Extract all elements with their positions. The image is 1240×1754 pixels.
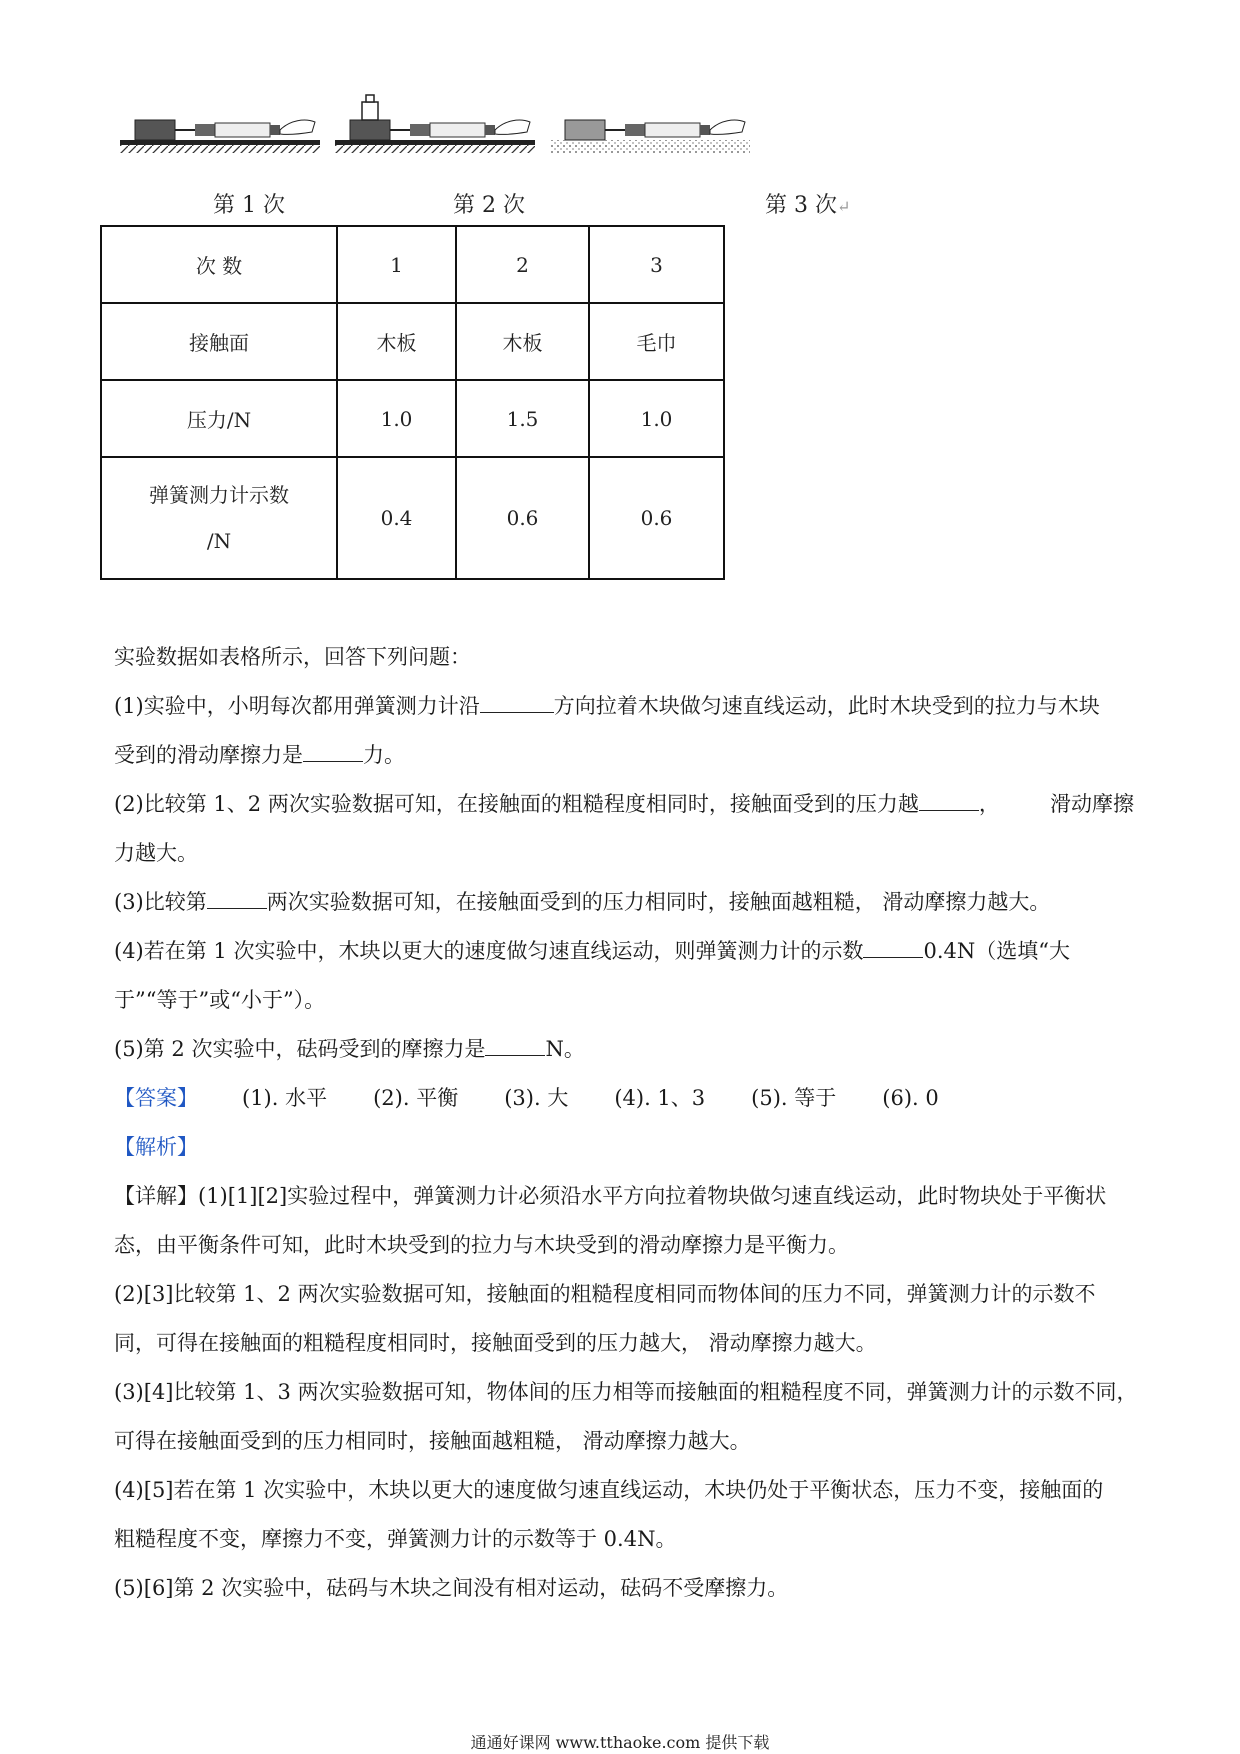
detail-tag: 【详解】 (114, 1184, 198, 1208)
table-cell: 木板 (456, 303, 589, 380)
table-header-cell: 压力/N (101, 380, 337, 457)
answer-blank (485, 1037, 545, 1056)
analysis-line: 同，可得在接触面的粗糙程度相同时，接触面受到的压力越大， 滑动摩擦力越大。 (114, 1331, 877, 1355)
answer-item: (3). 大 (504, 1086, 569, 1110)
analysis-line: 【详解】(1)[1][2]实验过程中，弹簧测力计必须沿水平方向拉着物块做匀速直线运动，此时物块处于平衡状 (114, 1184, 1107, 1208)
question-2-line-1: (2)比较第 1、2 两次实验数据可知，在接触面的粗糙程度相同时，接触面受到的压力越 ， 滑动摩擦 (114, 792, 1134, 816)
answer-item: (5). 等于 (751, 1086, 837, 1110)
data-table (100, 225, 725, 580)
answer-blank (863, 939, 923, 958)
analysis-line: (5)[6]第 2 次实验中，砝码与木块之间没有相对运动，砝码不受摩擦力。 (114, 1576, 789, 1600)
table-cell: 0.4 (337, 457, 456, 579)
answer-item: (6). 0 (882, 1086, 939, 1110)
caption-trial-3: 第 3 次↵ (765, 193, 851, 218)
question-4-line-2: 于”“等于”或“小于”）。 (114, 988, 326, 1012)
caption-trial-2: 第 2 次 (453, 193, 525, 218)
setup-3 (550, 120, 750, 154)
analysis-line: 态，由平衡条件可知，此时木块受到的拉力与木块受到的滑动摩擦力是平衡力。 (114, 1233, 849, 1257)
answer-blank (207, 890, 267, 909)
table-header-cell: 接触面 (101, 303, 337, 380)
table-cell: 1.0 (589, 380, 724, 457)
table-cell: 毛巾 (589, 303, 724, 380)
table-cell: 3 (589, 226, 724, 303)
question-3-line: (3)比较第 两次实验数据可知，在接触面受到的压力相同时，接触面越粗糙， 滑动摩擦力越大。 (114, 890, 1051, 914)
question-1-line-2: 受到的滑动摩擦力是 力。 (114, 743, 405, 767)
answer-blank (919, 792, 979, 811)
table-row (101, 380, 724, 457)
analysis-line: (4)[5]若在第 1 次实验中，木块以更大的速度做匀速直线运动，木块仍处于平衡状态，压力不变，接触面的 (114, 1478, 1104, 1502)
table-header-cell: 次 数 (101, 226, 337, 303)
table-cell: 1 (337, 226, 456, 303)
question-2-line-2: 力越大。 (114, 841, 198, 865)
analysis-line: 可得在接触面受到的压力相同时，接触面越粗糙， 滑动摩擦力越大。 (114, 1429, 751, 1453)
answer-blank (480, 694, 554, 713)
page-footer: 通通好课网 www.tthaoke.com 提供下载 (470, 1733, 770, 1752)
question-5-line: (5)第 2 次实验中，砝码受到的摩擦力是 N。 (114, 1037, 585, 1061)
return-mark: ↵ (836, 197, 851, 216)
table-row (101, 303, 724, 380)
table-cell: 2 (456, 226, 589, 303)
table-cell: 0.6 (456, 457, 589, 579)
table-cell: 1.5 (456, 380, 589, 457)
caption-trial-1: 第 1 次 (213, 193, 285, 218)
analysis-line: (2)[3]比较第 1、2 两次实验数据可知，接触面的粗糙程度相同而物体间的压力不同，弹簧测力计的示数不 (114, 1282, 1096, 1306)
table-cell: 1.0 (337, 380, 456, 457)
answer-item: (2). 平衡 (373, 1086, 459, 1110)
table-header-cell: 弹簧测力计示数 /N (101, 457, 337, 579)
analysis-tag: 【解析】 (114, 1135, 198, 1159)
answer-blank (303, 743, 363, 762)
question-1-line-1: (1)实验中，小明每次都用弹簧测力计沿 方向拉着木块做匀速直线运动，此时木块受到的拉力与木块 (114, 694, 1100, 718)
table-row (101, 226, 724, 303)
question-intro: 实验数据如表格所示，回答下列问题： (114, 645, 471, 669)
setup-1 (120, 120, 320, 153)
setup-2 (335, 95, 535, 153)
analysis-line: (3)[4]比较第 1、3 两次实验数据可知，物体间的压力相等而接触面的粗糙程度不同，弹簧测力计的示数不同， (114, 1380, 1138, 1404)
answer-tag: 【答案】 (114, 1086, 198, 1110)
table-cell: 木板 (337, 303, 456, 380)
table-row (101, 457, 724, 579)
question-4-line-1: (4)若在第 1 次实验中，木块以更大的速度做匀速直线运动，则弹簧测力计的示数 0.4N（选填“大 (114, 939, 1070, 963)
experiment-diagram (120, 90, 880, 190)
table-cell: 0.6 (589, 457, 724, 579)
answer-item: (1). 水平 (242, 1086, 328, 1110)
answer-row (114, 1086, 985, 1110)
answer-item: (4). 1、3 (614, 1086, 706, 1110)
analysis-line: 粗糙程度不变，摩擦力不变，弹簧测力计的示数等于 0.4N。 (114, 1527, 677, 1551)
